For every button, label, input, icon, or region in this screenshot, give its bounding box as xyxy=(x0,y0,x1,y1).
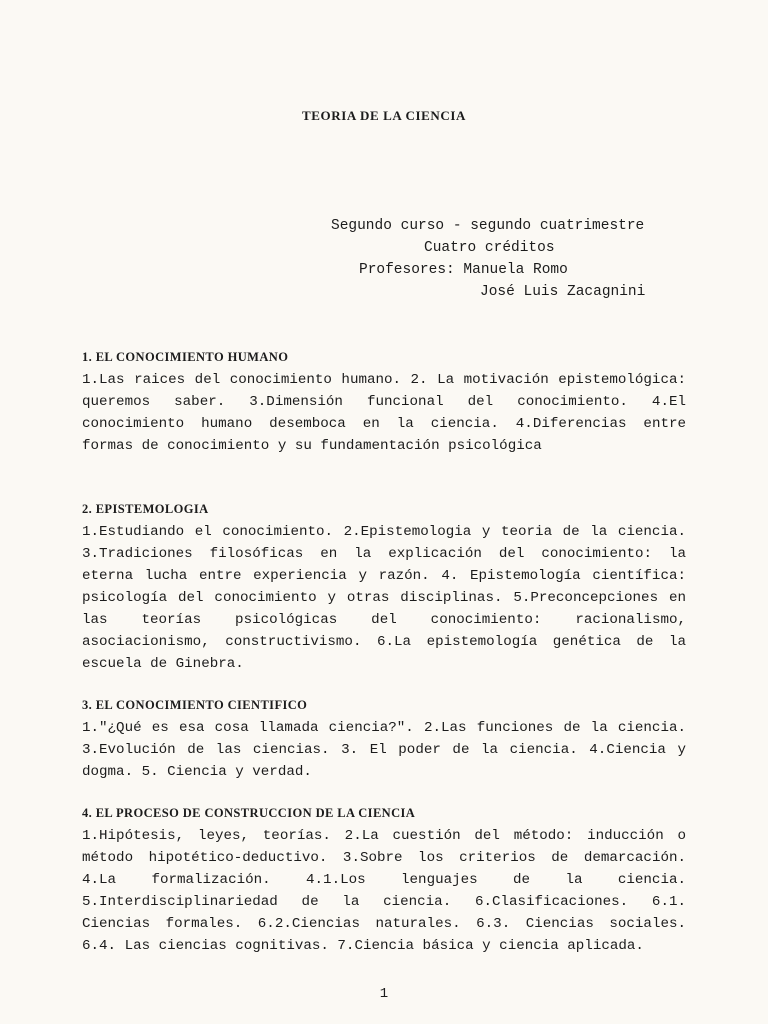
section-heading: 3. EL CONOCIMIENTO CIENTIFICO xyxy=(82,698,308,712)
professors-line: Profesores: Manuela Romo xyxy=(359,262,568,278)
course-info: Segundo curso - segundo cuatrimestre xyxy=(331,218,645,234)
document-title: TEORIA DE LA CIENCIA xyxy=(301,108,467,123)
section-heading: 2. EPISTEMOLOGIA xyxy=(82,502,209,516)
section-1 xyxy=(82,347,686,457)
section-body: 1.Estudiando el conocimiento. 2.Epistemologia y teoria de la ciencia. 3.Tradiciones filosóficas en la explicación del conocimiento: la eterna lucha entre experiencia y razón. 4. Epistemología científica: psicología del conocimiento y otras disciplinas. 5.Preconcepciones en las teorías psicológicas del conocimiento: racionalismo, asociacionismo, constructivismo. 6.La epistemología genética de la escuela de Ginebra. xyxy=(82,524,686,672)
section-3 xyxy=(82,695,686,783)
professor-name: José Luis Zacagnini xyxy=(480,284,646,300)
section-body: 1.Las raices del conocimiento humano. 2. La motivación epistemológica: queremos saber. 3.Dimensión funcional del conocimiento. 4.El conocimiento humano desemboca en la ciencia. 4.Diferencias entre formas de conocimiento y su fundamentación psicológica xyxy=(82,372,686,454)
section-body: 1.Hipótesis, leyes, teorías. 2.La cuestión del método: inducción o método hipotético-deductivo. 3.Sobre los criterios de demarcación. 4.La formalización. 4.1.Los lenguajes de la ciencia. 5.Interdisciplinariedad de la ciencia. 6.Clasificaciones. 6.1. Ciencias formales. 6.2.Ciencias naturales. 6.3. Ciencias sociales. 6.4. Las ciencias cognitivas. 7.Ciencia básica y ciencia aplicada. xyxy=(82,828,686,954)
section-4 xyxy=(82,803,686,957)
credits-info: Cuatro créditos xyxy=(424,240,555,256)
page-number: 1 xyxy=(379,986,389,1002)
section-body: 1."¿Qué es esa cosa llamada ciencia?". 2.Las funciones de la ciencia. 3.Evolución de las ciencias. 3. El poder de la ciencia. 4.Ciencia y dogma. 5. Ciencia y verdad. xyxy=(82,720,686,780)
section-2 xyxy=(82,499,686,675)
section-heading: 4. EL PROCESO DE CONSTRUCCION DE LA CIENCIA xyxy=(82,806,416,820)
section-heading: 1. EL CONOCIMIENTO HUMANO xyxy=(82,350,289,364)
